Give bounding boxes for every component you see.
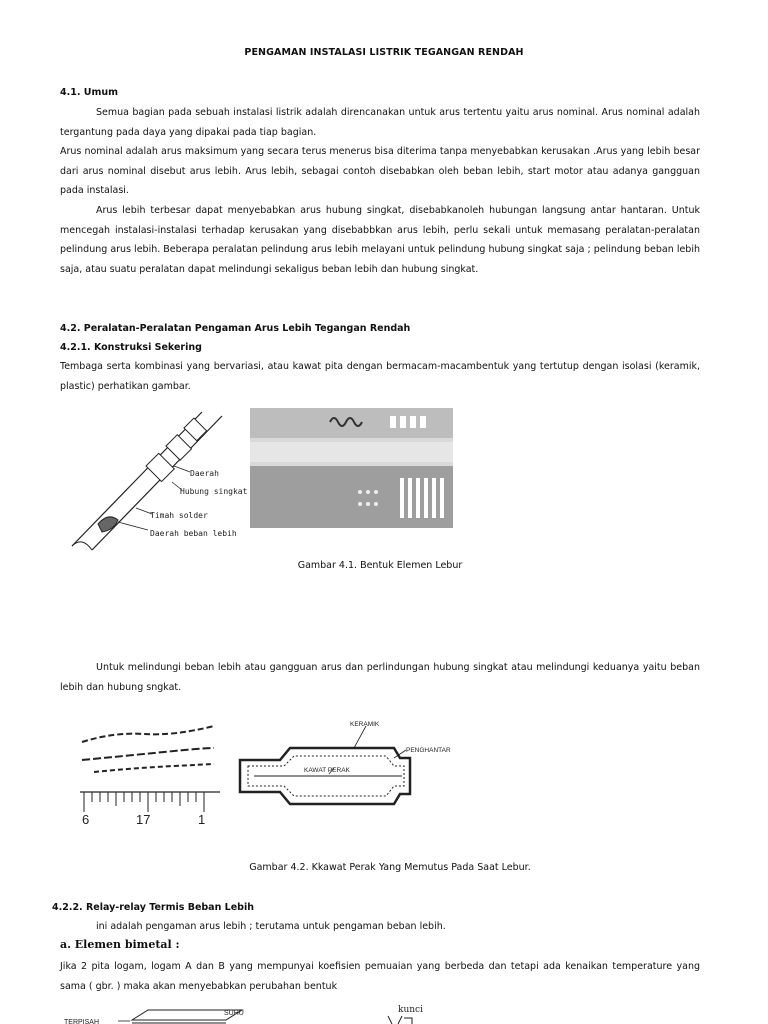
section-4-1-heading: 4.1. Umum (60, 87, 119, 98)
relay-intro-text: ini adalah pengaman arus lebih ; terutama untuk pengaman beban lebih. (96, 921, 446, 932)
elemen-bimetal-heading: a. Elemen bimetal : (60, 938, 180, 951)
ruler-label-7: 17 (136, 812, 151, 827)
label-daerah-beban-lebih: Daerah beban lebih (150, 529, 237, 538)
fuse-element-diagram (62, 408, 247, 554)
paragraph-tembaga: Tembaga serta kombinasi yang bervariasi, atau kawat pita dengan bermacam-macambentuk yang tertutup dengan isolasi (keramik, plastic) perhatikan gambar. (60, 361, 700, 392)
label-kunci: kunci (398, 1005, 423, 1015)
ruler-label-6: 6 (82, 812, 90, 827)
label-keramik: KERAMIK (350, 721, 380, 728)
label-terpisah: TERPISAH (64, 1019, 100, 1024)
label-suhu: SUHU (224, 1010, 244, 1017)
paragraph-bimetal: Jika 2 pita logam, logam A dan B yang mempunyai koefisien pemuaian yang berbeda dan tetapi ada kenaikan temperature yang sama ( gbr. ) maka akan menyebabkan perubahan bentuk (60, 961, 700, 992)
paragraph-arus-maksimum: Arus nominal adalah arus maksimum yang secara terus menerus bisa diterima tanpa menyebabkan kerusakan .Arus yang lebih besar dari arus nominal disebut arus lebih. Arus lebih, sebagai contoh disebabkan oleh beban lebih, start motor atau adanya gangguan pada instalasi. (60, 146, 700, 196)
label-daerah: Daerah (190, 469, 219, 478)
fuse-cartridge-diagram (234, 718, 464, 818)
label-timah-solder: Timah solder (150, 511, 208, 520)
label-kawat-perak: KAWAT PERAK (304, 767, 350, 774)
silver-wire-photo (74, 704, 224, 834)
section-4-2-2-heading: 4.2.2. Relay-relay Termis Beban Lebih (52, 902, 254, 913)
bimetal-diagram (62, 1002, 462, 1024)
paragraph-arus-nominal: Semua bagian pada sebuah instalasi listrik adalah direncanakan untuk arus tertentu yaitu arus nominal. Arus nominal adalah tergantung pada daya yang dipakai pada tiap bagian. (60, 107, 700, 138)
label-penghantar: PENGHANTAR (406, 747, 451, 754)
ruler-label-1: 1 (198, 812, 206, 827)
section-4-2-1-heading: 4.2.1. Konstruksi Sekering (60, 342, 202, 353)
paragraph-melindungi-beban: Untuk melindungi beban lebih atau gangguan arus dan perlindungan hubung singkat atau melindungi keduanya yaitu beban lebih dan hubung sngkat. (60, 662, 700, 693)
paragraph-arus-hubung-singkat: Arus lebih terbesar dapat menyebabkan arus hubung singkat, disebabkanoleh hubungan langsung antar hantaran. Untuk mencegah instalasi-instalasi terhadap kerusakan yang disebabbkan arus lebih, perlu sekali untuk memasang peralatan-peralatan pelindung arus lebih. Beberapa peralatan pelindung arus lebih melayani untuk pelindung hubung singkat saja ; pelindung beban lebih saja, atau suatu peralatan dapat melindungi sekaligus beban lebih dan hubung singkat. (60, 205, 700, 275)
label-hubung-singkat: Hubung singkat (180, 487, 247, 496)
section-4-2-heading: 4.2. Peralatan-Peralatan Pengaman Arus Lebih Tegangan Rendah (60, 323, 411, 334)
figure-4-2-caption: Gambar 4.2. Kkawat Perak Yang Memutus Pada Saat Lebur. (249, 862, 531, 873)
document-title: PENGAMAN INSTALASI LISTRIK TEGANGAN RENDAH (244, 47, 524, 58)
figure-4-1-caption: Gambar 4.1. Bentuk Elemen Lebur (297, 560, 463, 571)
fuse-strip-photo (250, 408, 453, 528)
